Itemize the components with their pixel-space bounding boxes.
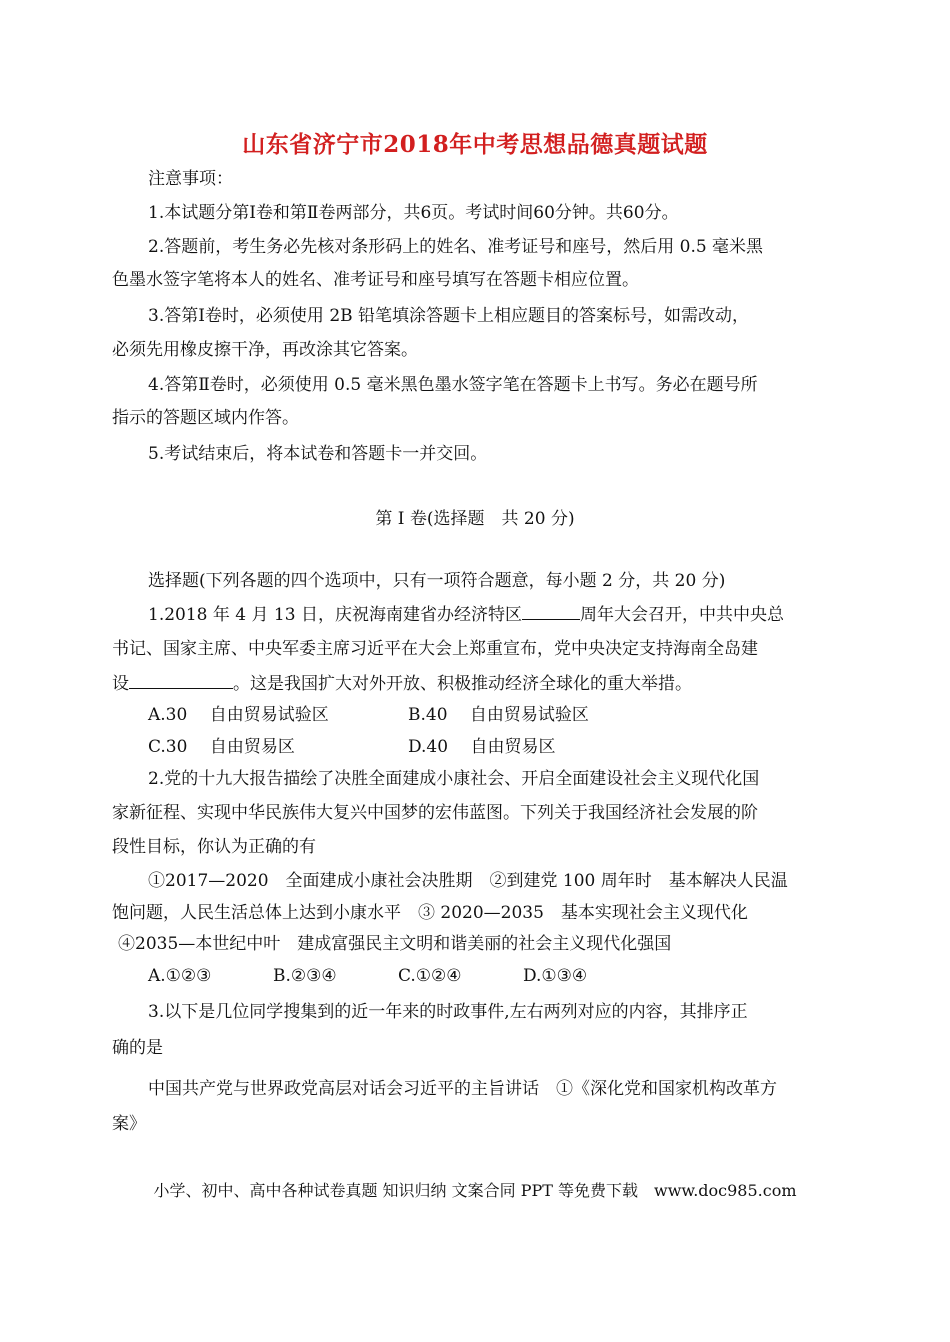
question-1-line-1 xyxy=(148,603,784,627)
question-2-option-b: B.②③④ xyxy=(273,966,337,986)
notice-item-3-line-2: 必须先用橡皮擦干净，再改涂其它答案。 xyxy=(112,340,418,360)
question-1-option-b: B.40 自由贸易试验区 xyxy=(408,705,589,725)
question-3-line-4: 案》 xyxy=(112,1114,146,1134)
question-2-line-3: 段性目标，你认为正确的有 xyxy=(112,837,316,857)
question-1-line-3 xyxy=(112,672,692,696)
question-2-option-d: D.①③④ xyxy=(523,966,588,986)
notice-item-1: 1.本试题分第Ⅰ卷和第Ⅱ卷两部分，共6页。考试时间60分钟。共60分。 xyxy=(148,203,679,223)
question-2-line-2: 家新征程、实现中华民族伟大复兴中国梦的宏伟蓝图。下列关于我国经济社会发展的阶 xyxy=(112,803,758,823)
question-1-option-c: C.30 自由贸易区 xyxy=(148,737,295,757)
section-title: 第 I 卷(选择题 共 20 分) xyxy=(375,509,575,529)
notice-item-2-line-2: 色墨水签字笔将本人的姓名、准考证号和座号填写在答题卡相应位置。 xyxy=(112,270,639,290)
notice-heading: 注意事项： xyxy=(148,169,233,189)
notice-item-2-line-1: 2.答题前，考生务必先核对条形码上的姓名、准考证号和座号，然后用 0.5 毫米黑 xyxy=(148,237,764,257)
document-title: 山东省济宁市2018年中考思想品德真题试题 xyxy=(242,131,708,158)
notice-item-5: 5.考试结束后，将本试卷和答题卡一并交回。 xyxy=(148,444,488,464)
question-1-line-1-text-b: 周年大会召开，中共中央总 xyxy=(579,605,784,625)
question-1-line-3-text-b: 。这是我国扩大对外开放、积极推动经济全球化的重大举措。 xyxy=(233,674,692,694)
notice-item-4-line-2: 指示的答题区域内作答。 xyxy=(112,408,299,428)
notice-item-4-line-1: 4.答第Ⅱ卷时，必须使用 0.5 毫米黑色墨水签字笔在答题卡上书写。务必在题号所 xyxy=(148,375,758,395)
notice-item-3-line-1: 3.答第Ⅰ卷时，必须使用 2B 铅笔填涂答题卡上相应题目的答案标号，如需改动， xyxy=(148,306,750,326)
question-1-line-1-text-a: 1.2018 年 4 月 13 日，庆祝海南建省办经济特区 xyxy=(148,605,522,625)
question-1-option-d: D.40 自由贸易区 xyxy=(408,737,556,757)
question-3-line-3: 中国共产党与世界政党高层对话会习近平的主旨讲话 ①《深化党和国家机构改革方 xyxy=(148,1079,777,1099)
question-2-option-c: C.①②④ xyxy=(398,966,462,986)
question-1-line-3-text-a: 设 xyxy=(112,674,129,694)
question-1-option-a: A.30 自由贸易试验区 xyxy=(148,705,329,725)
question-3-line-1: 3.以下是几位同学搜集到的近一年来的时政事件,左右两列对应的内容，其排序正 xyxy=(148,1002,748,1022)
answer-blank-2 xyxy=(129,672,233,689)
question-2-line-6: ④2035—本世纪中叶 建成富强民主文明和谐美丽的社会主义现代化强国 xyxy=(118,934,672,954)
question-2-line-4: ①2017—2020 全面建成小康社会决胜期 ②到建党 100 周年时 基本解决人民温 xyxy=(148,871,788,891)
answer-blank-1 xyxy=(522,603,580,620)
page-footer: 小学、初中、高中各种试卷真题 知识归纳 文案合同 PPT 等免费下载 www.doc985.com xyxy=(153,1181,797,1200)
question-2-line-1: 2.党的十九大报告描绘了决胜全面建成小康社会、开启全面建设社会主义现代化国 xyxy=(148,769,760,789)
question-2-option-a: A.①②③ xyxy=(148,966,212,986)
question-2-line-5: 饱问题，人民生活总体上达到小康水平 ③ 2020—2035 基本实现社会主义现代化 xyxy=(112,903,748,923)
question-3-line-2: 确的是 xyxy=(112,1038,163,1058)
choice-intro: 选择题(下列各题的四个选项中，只有一项符合题意，每小题 2 分，共 20 分) xyxy=(148,571,726,591)
question-1-line-2: 书记、国家主席、中央军委主席习近平在大会上郑重宣布，党中央决定支持海南全岛建 xyxy=(112,639,758,659)
